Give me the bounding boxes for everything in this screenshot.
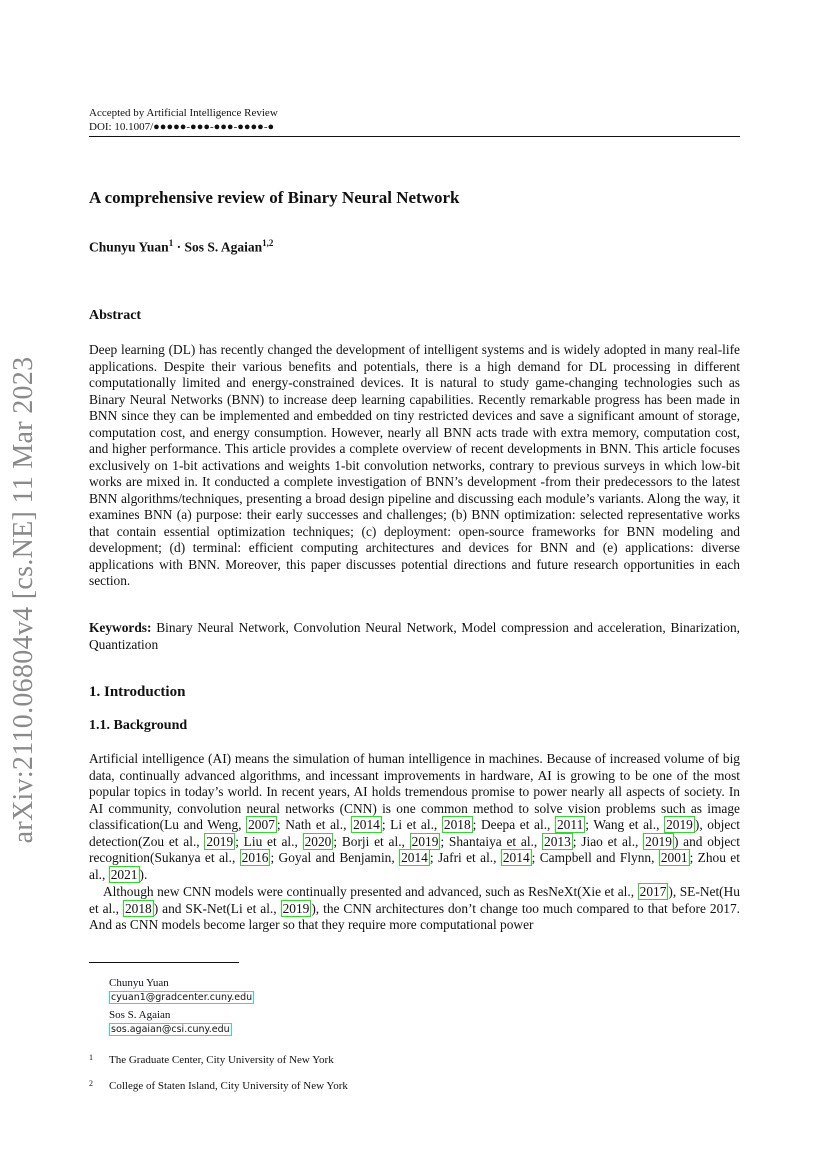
email-link[interactable]: cyuan1@gradcenter.cuny.edu <box>111 992 253 1003</box>
footnote-email-row <box>109 990 254 1005</box>
paragraph-text: ). <box>139 866 148 882</box>
abstract-heading: Abstract <box>89 308 142 323</box>
introduction-heading: 1. Introduction <box>89 684 186 700</box>
paragraph-text: ; Deepa et al., <box>472 817 555 832</box>
citation-link[interactable]: 2018 <box>443 817 471 832</box>
citation-link[interactable]: 2021 <box>110 866 138 882</box>
footnote-author-name: Sos S. Agaian <box>109 1009 171 1021</box>
keywords-list: Binary Neural Network, Convolution Neural Network, Model compression and acceleration, Binarization, Quantization <box>89 620 740 652</box>
citation-link[interactable]: 2014 <box>502 850 530 865</box>
author-separator: · <box>173 239 185 255</box>
citation-link[interactable]: 2007 <box>248 817 275 832</box>
affiliation-marker: 1 <box>168 238 174 248</box>
author-name: Chunyu Yuan <box>89 239 169 255</box>
affiliation-marker: 1,2 <box>262 238 274 248</box>
citation-link[interactable]: 2019 <box>411 833 439 849</box>
paragraph-text: ) and SK-Net(Li et al., <box>153 900 281 916</box>
citation-link[interactable]: 2019 <box>666 817 693 832</box>
paragraph-text: Although new CNN models were continually presented and advanced, such as ResNeXt(Xie et al., <box>103 884 638 899</box>
intro-paragraph-2 <box>89 884 740 934</box>
citation-link[interactable]: 2014 <box>401 850 428 865</box>
paragraph-text: ; Jiao et al., <box>572 833 644 849</box>
affiliation-number: 1 <box>89 1053 93 1062</box>
paper-title: A comprehensive review of Binary Neural Network <box>89 188 460 207</box>
citation-link[interactable]: 2001 <box>660 850 688 865</box>
header-divider <box>89 136 740 137</box>
email-link[interactable]: sos.agaian@csi.cuny.edu <box>111 1024 230 1035</box>
paragraph-text: ; Zhou et al., <box>89 850 740 882</box>
citation-link[interactable]: 2019 <box>206 833 234 849</box>
paragraph-text: ) and object recognition(Sukanya et al., <box>89 833 740 865</box>
affiliation-text: College of Staten Island, City University of New York <box>109 1080 348 1092</box>
paragraph-text: ; Li et al., <box>381 817 442 832</box>
paragraph-text: ), the CNN architectures don’t change too much compared to that before 2017. And as CNN models become larger so that they require more computational power <box>89 900 741 932</box>
citation-link[interactable]: 2014 <box>353 817 380 832</box>
footnote-author-name: Chunyu Yuan <box>109 977 169 989</box>
paragraph-text: ; Wang et al., <box>585 817 665 832</box>
author-line <box>89 238 273 256</box>
citation-link[interactable]: 2020 <box>304 833 332 849</box>
author-name: Sos S. Agaian <box>184 239 263 255</box>
keywords-label: Keywords: <box>89 620 152 635</box>
citation-link[interactable]: 2018 <box>124 900 152 916</box>
footnote-email-row <box>109 1022 232 1037</box>
paragraph-text: ; Campbell and Flynn, <box>531 850 659 865</box>
affiliation-item <box>89 1051 334 1067</box>
paragraph-text: ; Liu et al., <box>235 833 303 849</box>
acceptance-note: Accepted by Artificial Intelligence Review <box>89 107 278 119</box>
paragraph-text: ), SE-Net(Hu et al., <box>89 884 740 916</box>
affiliation-text: The Graduate Center, City University of New York <box>109 1054 334 1066</box>
footnote-divider <box>89 962 239 963</box>
arxiv-identifier-stamp: arXiv:2110.06804v4 [cs.NE] 11 Mar 2023 <box>8 356 39 844</box>
paragraph-text: ; Borji et al., <box>333 833 410 849</box>
background-heading: 1.1. Background <box>89 718 188 733</box>
paragraph-text: ; Jafri et al., <box>429 850 501 865</box>
paragraph-text: ; Goyal and Benjamin, <box>270 850 400 865</box>
paragraph-text: ; Shantaiya et al., <box>440 833 543 849</box>
paragraph-text: Artificial intelligence (AI) means the simulation of human intelligence in machines. Because of increased volume of big data, continually advanced algorithms, and incessant improvements in hardware, AI is growing to be one of the most popular topics in today’s world. In recent years, AI holds tremendous promise to power nearly all aspects of society. In AI community, convolution neural networks (CNN) is one common method to solve vision problems such as image classification(Lu and Weng, <box>89 751 740 832</box>
journal-header <box>89 106 739 134</box>
doi-line: DOI: 10.1007/●●●●●-●●●-●●●-●●●●-● <box>89 121 275 133</box>
intro-paragraph-1 <box>89 751 740 883</box>
citation-link[interactable]: 2019 <box>282 900 310 916</box>
citation-link[interactable]: 2011 <box>556 817 584 832</box>
citation-link[interactable]: 2019 <box>645 833 672 849</box>
paragraph-text: ), object detection(Zou et al., <box>89 817 740 849</box>
citation-link[interactable]: 2017 <box>639 884 667 899</box>
affiliation-item <box>89 1077 348 1093</box>
keywords <box>89 620 740 653</box>
paragraph-text: ; Nath et al., <box>276 817 352 832</box>
citation-link[interactable]: 2013 <box>544 833 571 849</box>
citation-link[interactable]: 2016 <box>241 850 269 865</box>
affiliation-number: 2 <box>89 1079 93 1088</box>
abstract-text: Deep learning (DL) has recently changed the development of intelligent systems and is widely adopted in many real-life applications. Despite their various benefits and potentials, there is a high demand for DL processing in different computationally limited and energy-constrained devices. It is natural to study game-changing technologies such as Binary Neural Networks (BNN) to increase deep learning capabilities. Recently remarkable progress has been made in BNN since they can be implemented and embedded on tiny restricted devices and save a significant amount of storage, computation cost, and energy consumption. However, nearly all BNN acts trade with extra memory, computation cost, and higher performance. This article provides a complete overview of recent developments in BNN. This article focuses exclusively on 1-bit activations and weights 1-bit convolution networks, contrary to previous surveys in which low-bit works are mixed in. It conducted a complete investigation of BNN’s development -from their predecessors to the latest BNN algorithms/techniques, presenting a broad design pipeline and discussing each module’s variants. Along the way, it examines BNN (a) purpose: their early successes and challenges; (b) BNN optimization: selected representative works that contain essential optimization techniques; (c) deployment: open-source frameworks for BNN modeling and development; (d) terminal: efficient computing architectures and devices for BNN and (e) applications: diverse applications with BNN. Moreover, this paper discusses potential directions and future research opportunities in each section. <box>89 342 740 588</box>
